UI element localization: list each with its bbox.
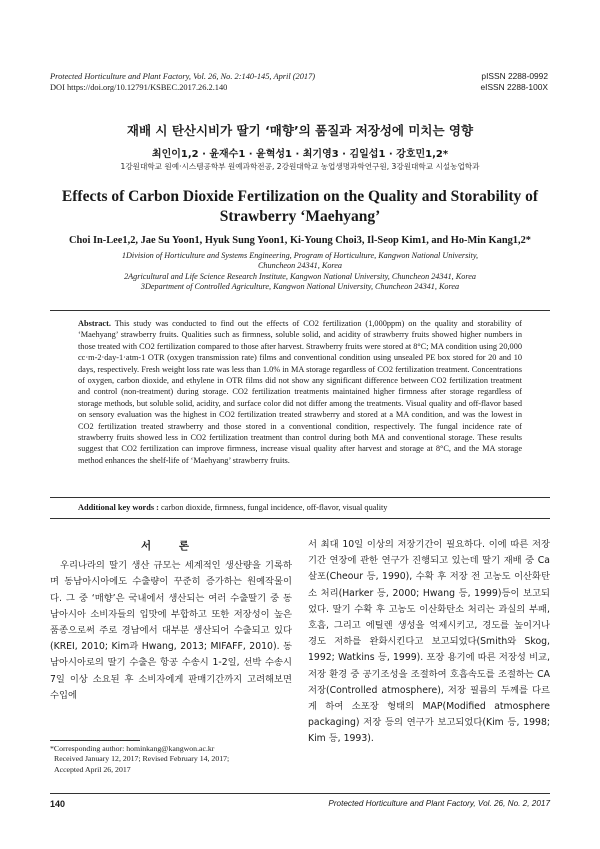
body-paragraph-right: 서 최대 10일 이상의 저장기간이 필요하다. 이에 따른 저장기간 연장에 관한 연구가 진행되고 있는데 딸기 재배 중 Ca 살포(Cheour 등, 1990), 수확 후 저장 전 고농도 이산화탄소 처리(Harker 등, 2000; Hwang 등, 1999)등이 보고되었다. 딸기 수확 후 고농도 이산화탄소 처리는 과실의 부패, 호흡, 그리고 에틸렌 생성을 억제시키고, 경도를 높이거나 경도 저하를 완화시킨다고 보고되었다(Smith와 Skog, 1992; Watkins 등, 1999). 포장 용기에 따른 저장성 비교, 저장 환경 중 공기조성을 조절하여 호흡속도를 조절하는 CA 저장(Controlled atmosphere), 저장 필름의 두께를 다르게 하여 소포장 형태의 MAP(Modified atmosphere packaging) 저장 등의 연구가 보고되었다(Kim 등, 1998; Kim 등, 1993).	[308, 539, 550, 745]
issn-block	[480, 71, 548, 93]
korean-affiliation: 1강원대학교 원예·시스템공학부 원예과학전공, 2강원대학교 농업생명과학연구원, 3강원대학교 시설농업학과	[120, 162, 480, 171]
affiliation-line: 2Agricultural and Life Science Research Institute, Kangwon National University, Chuncheon 24341, Korea	[124, 271, 476, 281]
page-number: 140	[50, 799, 66, 809]
affiliation-line: 1Division of Horticulture and Systems Engineering, Program of Horticulture, Kangwon National University,	[121, 251, 479, 260]
footnote-rule	[50, 740, 140, 741]
keywords-text: carbon dioxide, firmness, fungal incidence, off-flavor, visual quality	[161, 503, 388, 512]
affiliation-line: Chuncheon 24341, Korea	[257, 261, 343, 271]
accepted-date: Accepted April 26, 2017	[54, 764, 131, 774]
keywords-label: Additional key words :	[78, 503, 159, 512]
footer-rule	[50, 793, 550, 794]
abstract-top-rule	[50, 310, 550, 311]
body-right-column	[308, 537, 550, 748]
korean-authors: 최인이1,2 · 윤재수1 · 윤혁성1 · 최기영3 · 김일섭1 · 강호민1,2*	[151, 149, 449, 160]
abstract-text: This study was conducted to find out the effects of CO2 fertilization (1,000ppm) on the quality and storability of ‘Maehyang’ strawberry fruits. Qualities such as firmness, soluble solid, and acidity of strawberry fruits showed higher numbers in those treated with CO2 fertilization compared to those after harvest. Strawberry fruits were stored at 8°C; MA condition using 20,000 cc·m-2·day-1·atm-1 OTR (oxygen transmission rate) films and conventional condition using unsealed PE box stored for 20 and 10 days, respectively. Fresh weight loss rate was less than 1.0% in MA storage regardless of CO2 fertilization treatment. Concentrations of oxygen, carbon dioxide, and ethylene in OTR films did not show any significant difference between CO2 fertilization treatment and control (non-treatment) during storage. CO2 fertilization treatments maintained higher firmness after storage regardless of storage methods, but soluble solid, acidity, and surface color did not differ among the treatments. Visual quality and off-flavor based on sensory evaluation was the highest in CO2 fertilization treated strawberry and stored at a MA condition, and was the lowest in CO2 fertilization treated strawberry and those stored in a conventional condition, respectively. The fungal incidence rate of strawberry fruits showed less in CO2 fertilization treatment than control during both MA and conventional storage. These results suggest that CO2 fertilization can improve firmness, increase visual quality after harvest and storage at 8°C, and the MA storage method enhances the shelf-life of ‘Maehyang’ strawberry fruits.	[78, 319, 522, 465]
section-title: 서 론	[141, 540, 201, 552]
eissn: eISSN 2288-100X	[480, 82, 548, 92]
footnote	[50, 744, 229, 775]
abstract	[78, 318, 522, 466]
english-authors: Choi In-Lee1,2, Jae Su Yoon1, Hyuk Sung Yoon1, Ki-Young Choi3, Il-Seop Kim1, and Ho-Min Kang1,2*	[69, 235, 531, 246]
corresponding-author: *Corresponding author: hominkang@kangwon.ac.kr	[50, 744, 215, 753]
affiliation-line: 3Department of Controlled Agriculture, Kangwon National University, Chuncheon 24341, Korea	[140, 282, 460, 292]
received-date: Received January 12, 2017; Revised February 14, 2017;	[54, 754, 230, 764]
pissn: pISSN 2288-0992	[481, 71, 548, 81]
body-left-column	[50, 538, 292, 704]
doi-line: DOI https://doi.org/10.12791/KSBEC.2017.26.2.140	[50, 83, 228, 92]
abstract-label: Abstract.	[78, 319, 111, 328]
korean-title: 재배 시 탄산시비가 딸기 ‘매향’의 품질과 저장성에 미치는 영향	[126, 123, 474, 138]
keywords-bottom-rule	[50, 518, 550, 519]
keywords-top-rule	[50, 497, 550, 498]
english-affiliations	[0, 251, 600, 293]
keywords	[78, 503, 522, 512]
english-title: Effects of Carbon Dioxide Fertilization on the Quality and Storability of Strawberry ‘Maehyang’	[61, 188, 539, 225]
journal-citation: Protected Horticulture and Plant Factory, Vol. 26, No. 2:140-145, April (2017)	[50, 72, 316, 81]
body-paragraph-left: 우리나라의 딸기 생산 규모는 세계적인 생산량을 기록하며 동남아시아에도 수출량이 꾸준히 증가하는 원예작물이다. 그 중 ‘매향’은 국내에서 생산되는 여러 수출딸기 중 동남아시아 소비자들의 입맛에 부합하고 또한 저장성이 높은 품종으로써 주로 경남에서 대부분 생산되어 수출되고 있다(KREI, 2010; Kim과 Hwang, 2013; MIFAFF, 2010). 동남아시아로의 딸기 수출은 항공 수송시 1-2일, 선박 수송시 7일 이상 소요된 후 소비자에게 판매기간까지 고려해보면 수입에	[50, 560, 292, 701]
footer-journal: Protected Horticulture and Plant Factory, Vol. 26, No. 2, 2017	[328, 799, 550, 808]
journal-header	[50, 71, 315, 93]
